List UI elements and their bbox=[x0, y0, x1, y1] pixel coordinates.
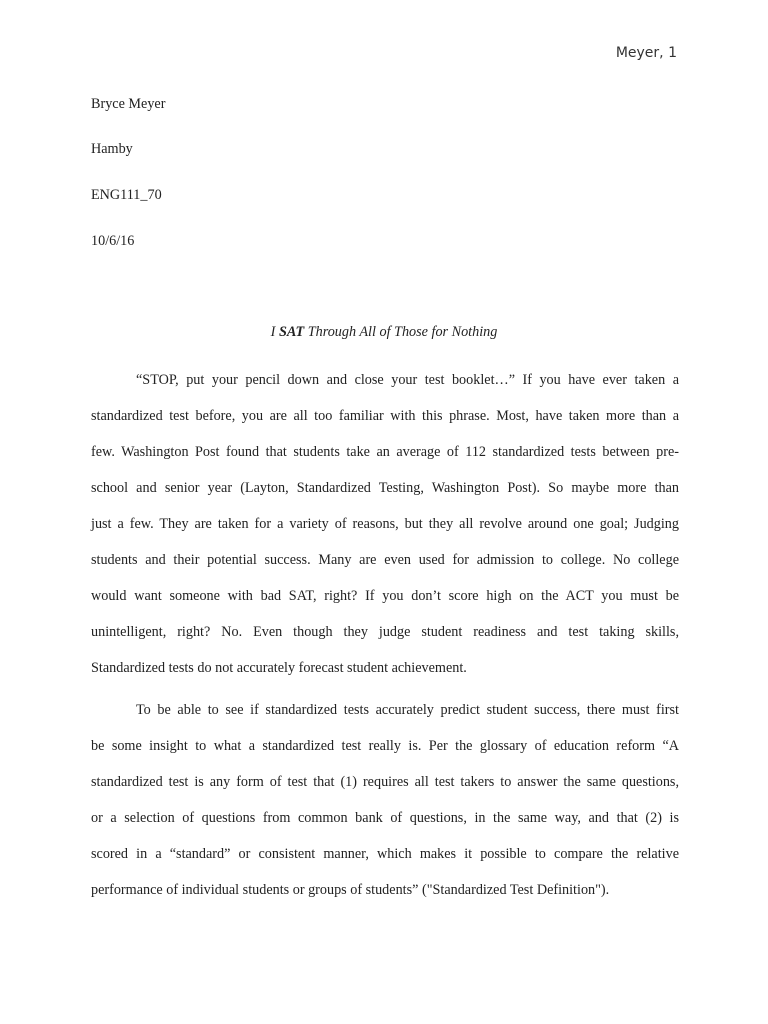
paragraph-line: standardized test before, you are all too familiar with this phrase. Most, have taken more than a bbox=[91, 408, 679, 424]
header-author-name: Meyer, bbox=[615, 45, 664, 61]
essay-title bbox=[0, 323, 768, 341]
paragraph-line: or a selection of questions from common bank of questions, in the same way, and that (2) is bbox=[91, 810, 679, 826]
paragraph-1 bbox=[91, 362, 679, 686]
paragraph-line: Standardized tests do not accurately forecast student achievement. bbox=[91, 660, 467, 676]
title-prefix: I bbox=[270, 324, 279, 340]
paragraph-line: would want someone with bad SAT, right? If you don’t score high on the ACT you must be bbox=[91, 588, 679, 604]
running-header bbox=[616, 45, 677, 61]
paragraph-line: few. Washington Post found that students take an average of 112 standardized tests between pre- bbox=[91, 444, 679, 460]
essay-date: 10/6/16 bbox=[91, 233, 135, 249]
paragraph-line: school and senior year (Layton, Standardized Testing, Washington Post). So maybe more than bbox=[91, 480, 679, 496]
paragraph-line: students and their potential success. Many are even used for admission to college. No college bbox=[91, 552, 679, 568]
header-page-number: 1 bbox=[668, 45, 677, 61]
paragraph-line: performance of individual students or groups of students” ("Standardized Test Definition"). bbox=[91, 882, 610, 898]
title-emphasis: SAT bbox=[278, 324, 305, 340]
paragraph-line: “STOP, put your pencil down and close your test booklet…” If you have ever taken a bbox=[136, 372, 679, 388]
course-code: ENG111_70 bbox=[91, 187, 162, 203]
paragraph-line: To be able to see if standardized tests accurately predict student success, there must first bbox=[136, 702, 679, 718]
paragraph-line: just a few. They are taken for a variety of reasons, but they all revolve around one goal; Judging bbox=[91, 516, 679, 532]
paragraph-line: standardized test is any form of test that (1) requires all test takers to answer the same questions, bbox=[91, 774, 679, 790]
paragraph-line: scored in a “standard” or consistent manner, which makes it possible to compare the relative bbox=[91, 846, 679, 862]
student-name: Bryce Meyer bbox=[91, 96, 166, 112]
title-suffix: Through All of Those for Nothing bbox=[304, 324, 498, 340]
instructor-name: Hamby bbox=[91, 141, 133, 157]
paragraph-line: be some insight to what a standardized test really is. Per the glossary of education reform “A bbox=[91, 738, 679, 754]
paragraph-line: unintelligent, right? No. Even though they judge student readiness and test taking skills, bbox=[91, 624, 679, 640]
paragraph-2 bbox=[91, 692, 679, 908]
